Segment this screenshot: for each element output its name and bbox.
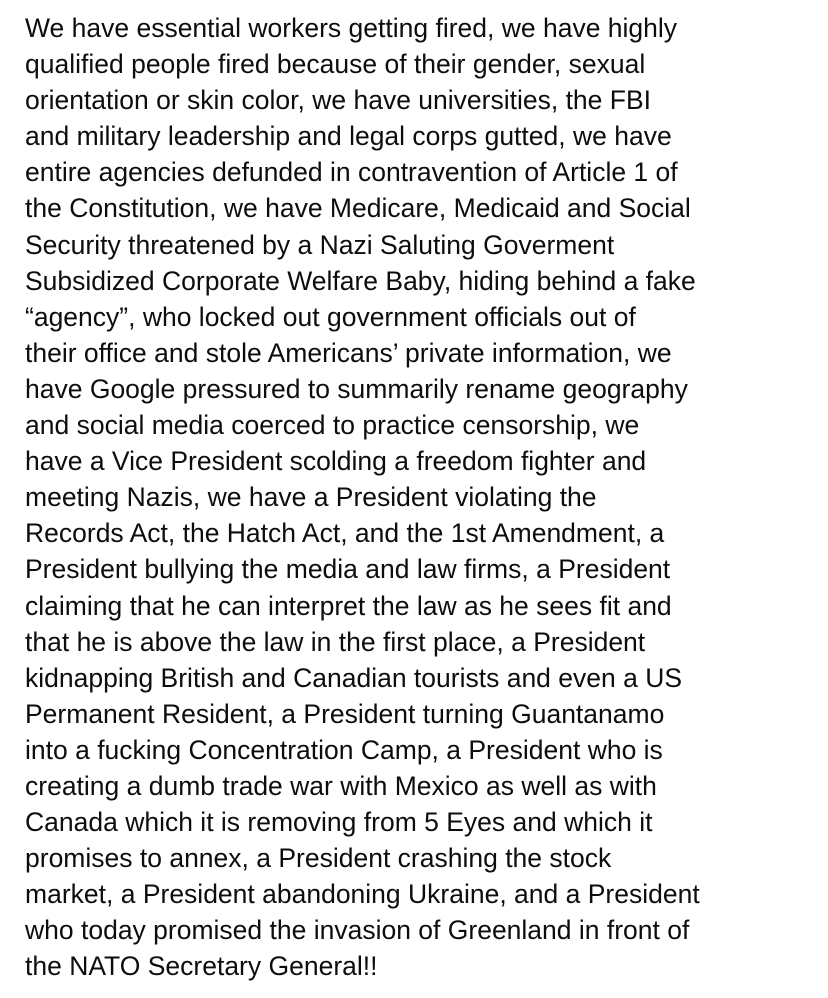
post-line: their office and stole Americans’ private information, we: [25, 337, 672, 368]
post-line: meeting Nazis, we have a President violating the: [25, 482, 597, 513]
post-line: promises to annex, a President crashing the stock: [25, 843, 612, 874]
post-line: and social media coerced to practice censorship, we: [25, 410, 640, 441]
post-line: qualified people fired because of their gender, sexual: [25, 49, 646, 80]
post-line: the NATO Secretary General!!: [25, 951, 378, 982]
post-line: creating a dumb trade war with Mexico as well as with: [25, 770, 657, 801]
post-text: [25, 10, 815, 985]
post-line: that he is above the law in the first place, a President: [25, 626, 646, 657]
post-line: Subsidized Corporate Welfare Baby, hiding behind a fake: [25, 265, 696, 296]
post-line: kidnapping British and Canadian tourists and even a US: [25, 662, 683, 693]
post-line: have a Vice President scolding a freedom fighter and: [25, 446, 647, 477]
post-line: market, a President abandoning Ukraine, and a President: [25, 879, 700, 910]
post-line: President bullying the media and law firms, a President: [25, 554, 671, 585]
post-line: and military leadership and legal corps gutted, we have: [25, 121, 672, 152]
post-line: “agency”, who locked out government officials out of: [25, 301, 636, 332]
post-line: who today promised the invasion of Greenland in front of: [25, 915, 690, 946]
post-line: into a fucking Concentration Camp, a President who is: [25, 734, 663, 765]
post-line: Permanent Resident, a President turning Guantanamo: [25, 698, 665, 729]
post-line: claiming that he can interpret the law as he sees fit and: [25, 590, 672, 621]
post-line: Records Act, the Hatch Act, and the 1st Amendment, a: [25, 518, 665, 549]
post-line: Canada which it is removing from 5 Eyes and which it: [25, 807, 653, 838]
post-line: We have essential workers getting fired, we have highly: [25, 13, 678, 43]
post-line: the Constitution, we have Medicare, Medicaid and Social: [25, 193, 691, 224]
post-line: entire agencies defunded in contravention of Article 1 of: [25, 157, 678, 188]
post-line: orientation or skin color, we have universities, the FBI: [25, 85, 651, 116]
post-line: Security threatened by a Nazi Saluting Goverment: [25, 229, 615, 260]
post-line: have Google pressured to summarily rename geography: [25, 373, 688, 404]
